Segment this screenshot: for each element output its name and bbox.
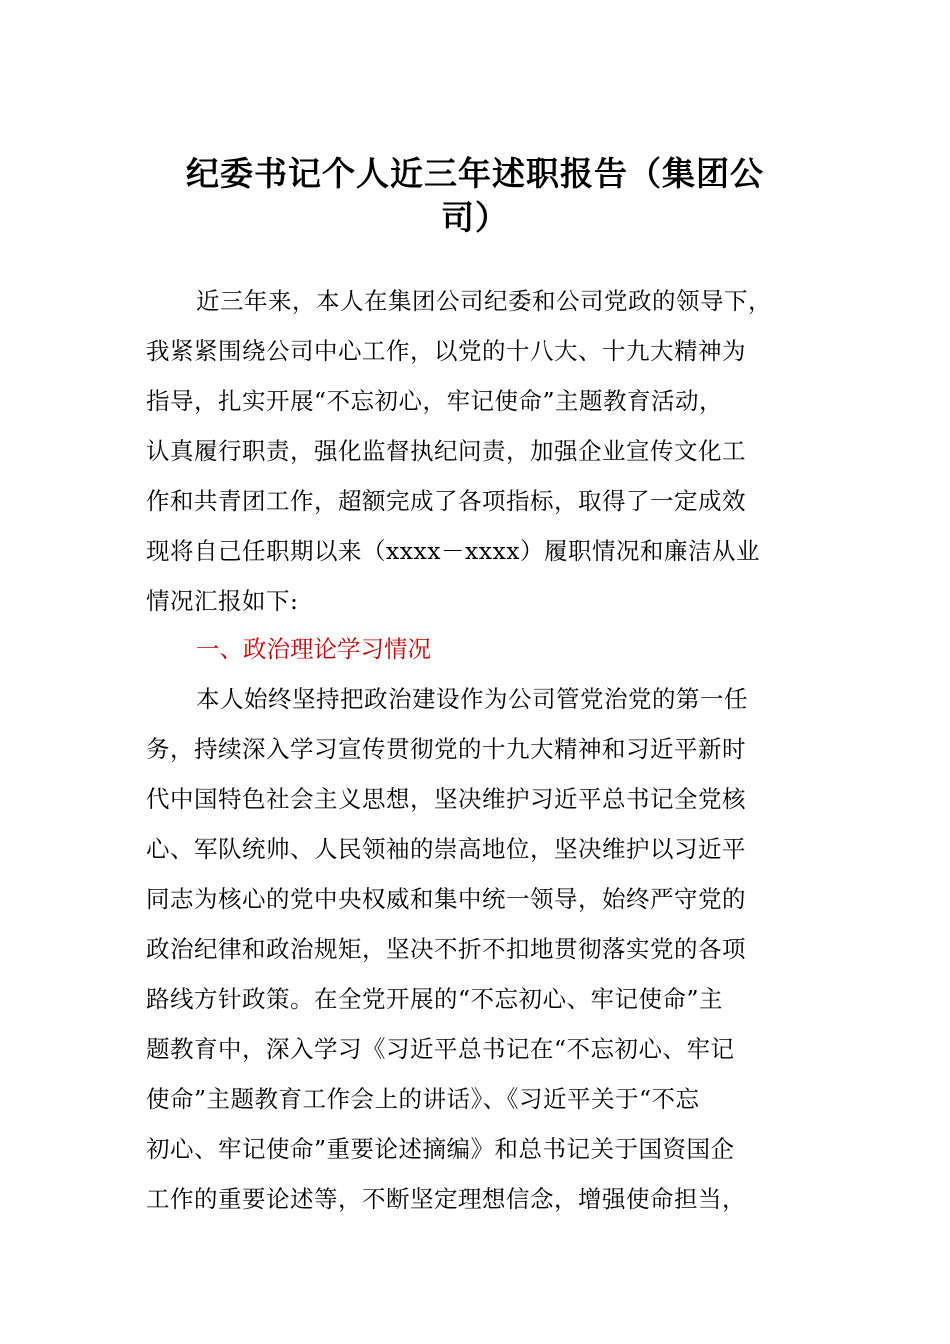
intro-line: 现将自己任职期以来（xxxx－xxxx）履职情况和廉洁从业 — [146, 537, 761, 565]
document-title-line-2: 司） — [441, 198, 509, 237]
section1-line: 同志为核心的党中央权威和集中统一领导，始终严守党的 — [146, 885, 746, 913]
intro-line: 作和共青团工作，超额完成了各项指标，取得了一定成效 — [146, 487, 746, 515]
section1-line: 使命”主题教育工作会上的讲话》、《习近平关于“不忘 — [146, 1085, 700, 1113]
intro-line: 情况汇报如下: — [146, 587, 299, 615]
intro-line: 认真履行职责，强化监督执纪问责，加强企业宣传文化工 — [146, 437, 746, 465]
section1-line: 政治纪律和政治规矩，坚决不折不扣地贯彻落实党的各项 — [146, 935, 746, 963]
section1-line: 工作的重要论述等，不断坚定理想信念，增强使命担当， — [146, 1185, 746, 1213]
section1-line: 初心、牢记使命”重要论述摘编》和总书记关于国资国企 — [146, 1135, 735, 1163]
section1-line: 题教育中，深入学习《习近平总书记在“不忘初心、牢记 — [146, 1035, 735, 1063]
intro-line: 我紧紧围绕公司中心工作，以党的十八大、十九大精神为 — [146, 337, 746, 365]
section1-line: 路线方针政策。在全党开展的“不忘初心、牢记使命”主 — [146, 985, 724, 1013]
intro-line: 近三年来，本人在集团公司纪委和公司党政的领导下， — [196, 287, 772, 315]
section1-line: 本人始终坚持把政治建设作为公司管党治党的第一任 — [196, 685, 748, 713]
document-title-line-1: 纪委书记个人近三年述职报告（集团公 — [186, 154, 764, 193]
section1-line: 心、军队统帅、人民领袖的崇高地位，坚决维护以习近平 — [146, 835, 746, 863]
intro-line: 指导，扎实开展“不忘初心，牢记使命”主题教育活动， — [146, 387, 724, 415]
section1-line: 代中国特色社会主义思想，坚决维护习近平总书记全党核 — [146, 785, 746, 813]
section-heading-1: 一、政治理论学习情况 — [196, 635, 431, 663]
section1-line: 务，持续深入学习宣传贯彻党的十九大精神和习近平新时 — [146, 735, 746, 763]
